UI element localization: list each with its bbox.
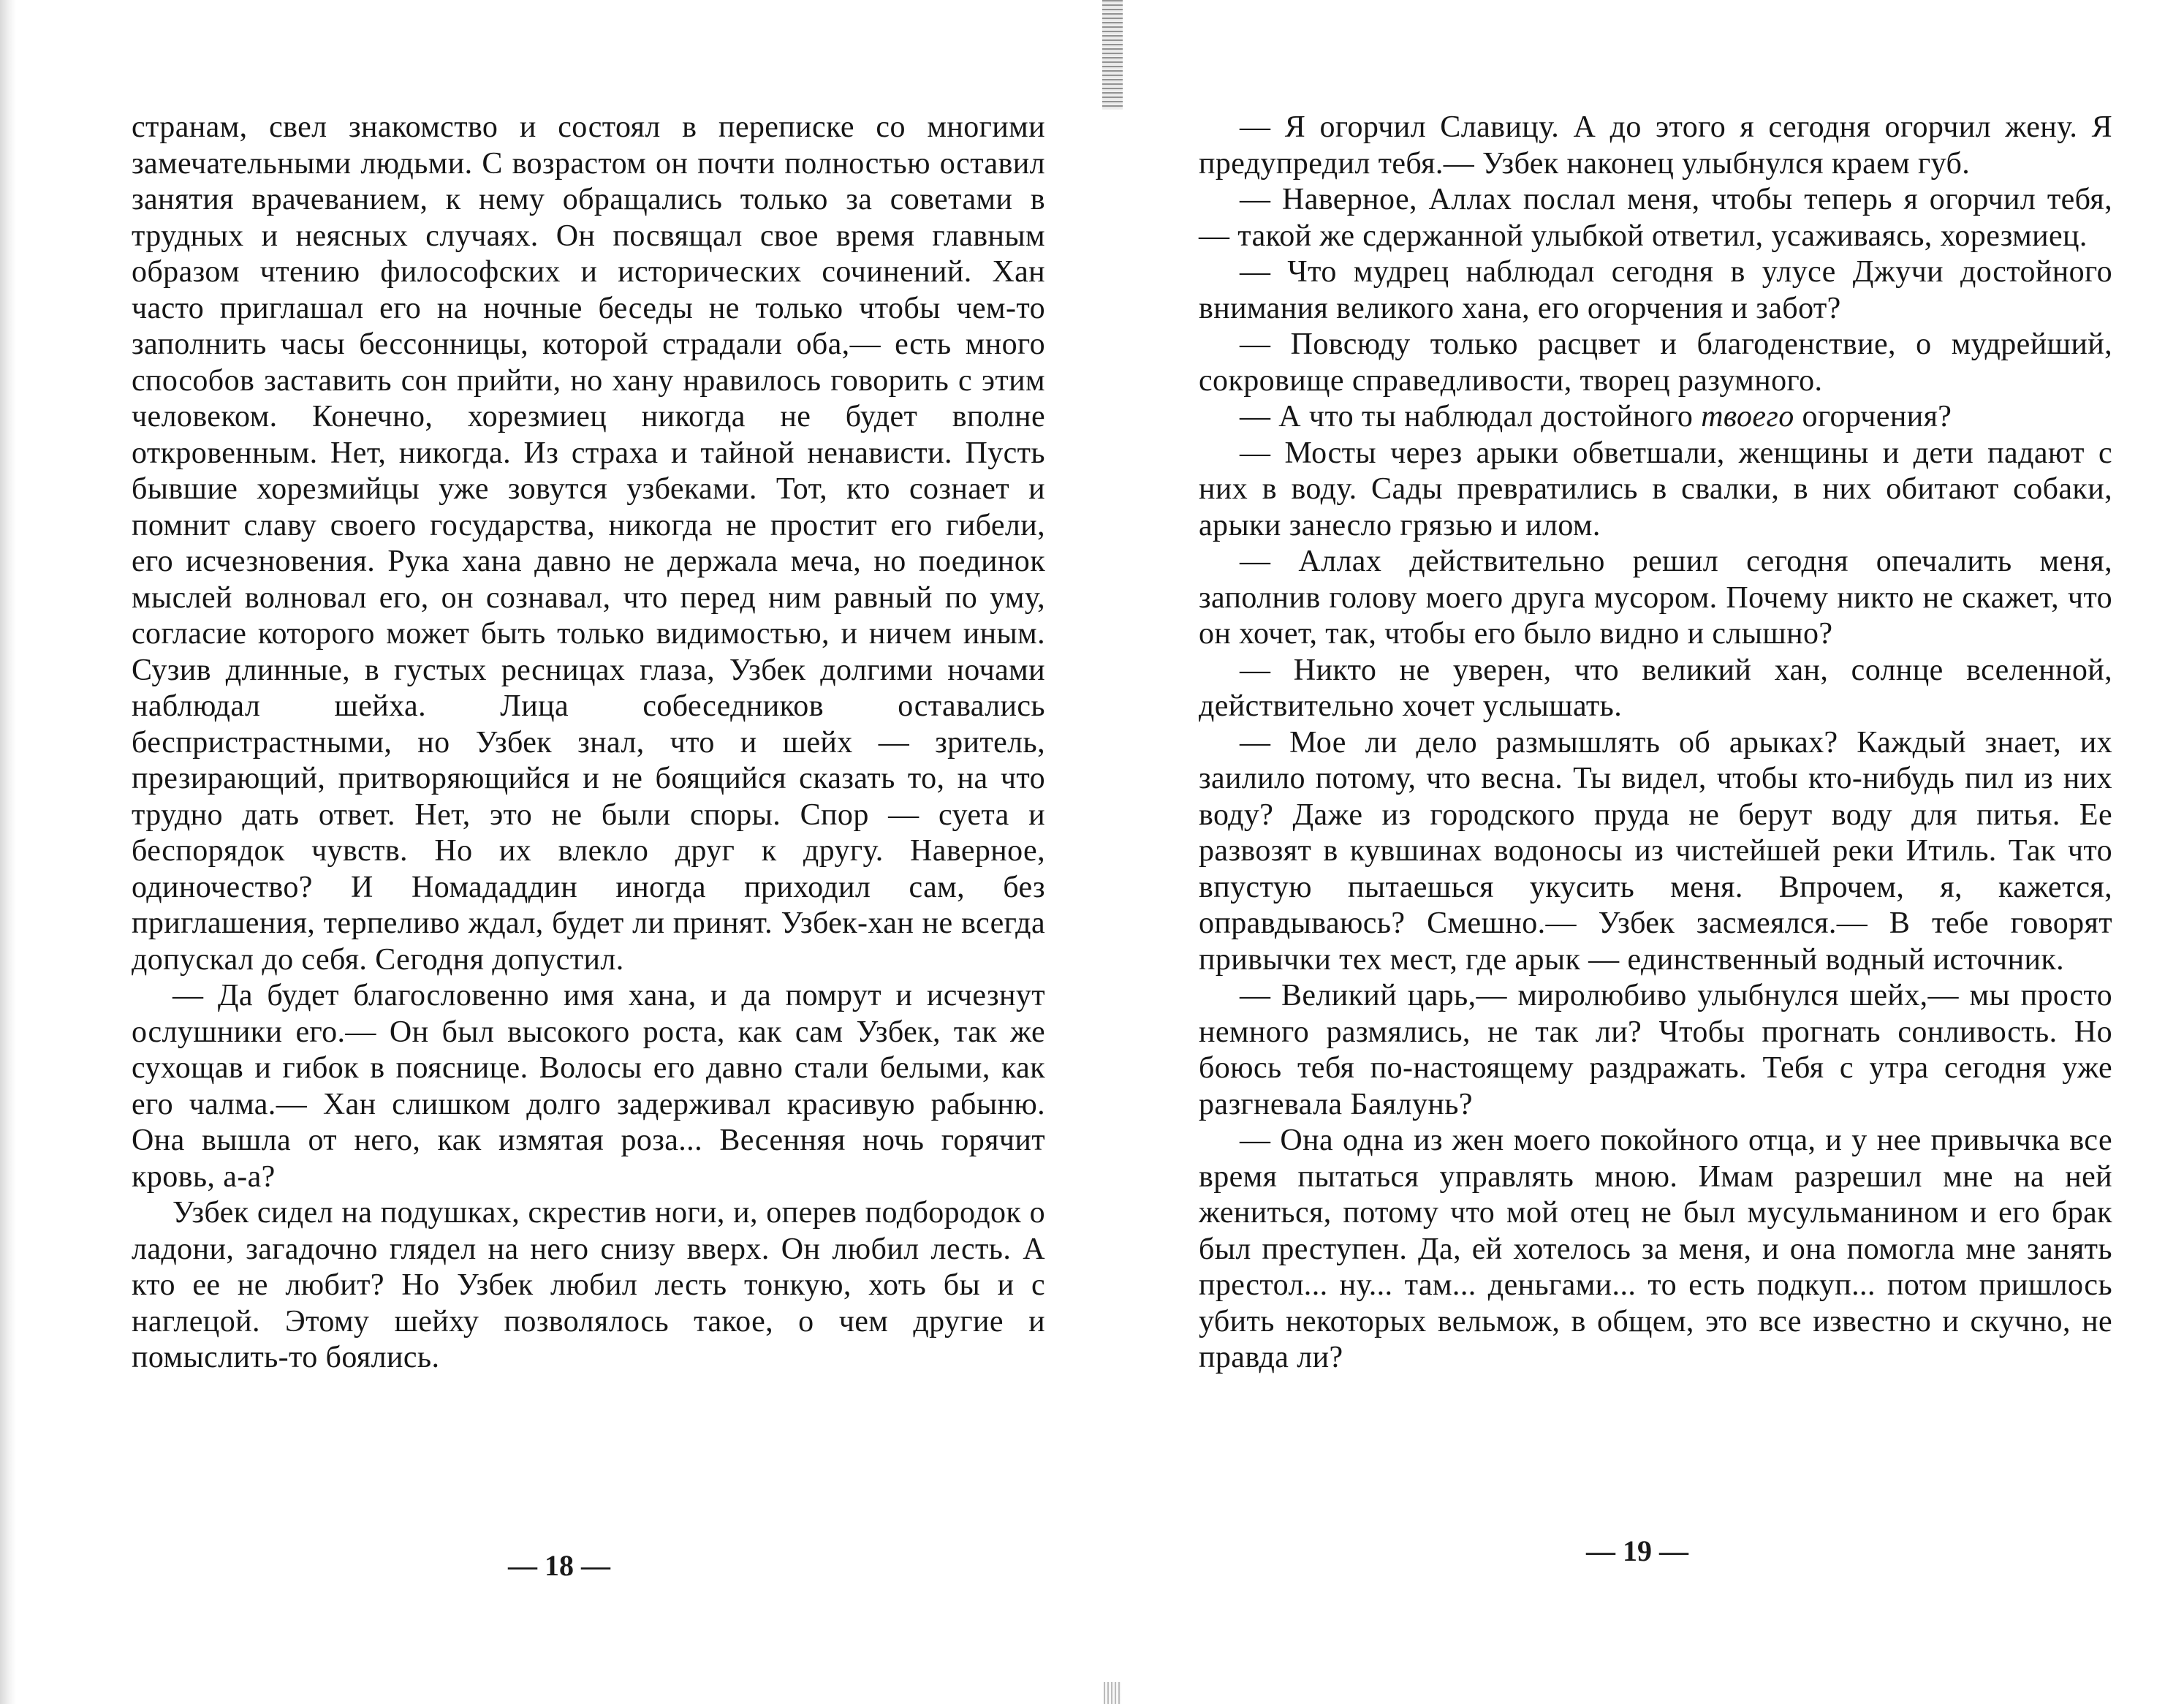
- right-page-text: [1199, 110, 2112, 1377]
- paragraph: Узбек сидел на подушках, скрестив ноги, и, оперев подбородок о ладони, загадочно глядел на него снизу вверх. Он любил лесть. А кто ее не любит? Но Узбек любил лесть тонкую, хоть бы и с наглецой. Этому шейху позволялось такое, о чем другие и помыслить-то боялись.: [132, 1196, 1045, 1374]
- paragraph: — Мое ли дело размышлять об арыках? Каждый знает, их заилило потому, что весна. Ты видел, чтобы кто-нибудь пил из них воду? Даже из городского пруда не берут воду для питья. Ее развозят в кувшинах водоносы из чистейшей реки Итиль. Так что впустую пытаешься укусить меня. Впрочем, я, кажется, оправдываюсь? Смешно.— Узбек засмеялся.— В тебе говорят привычки тех мест, где арык — единственный водный источник.: [1199, 725, 2112, 977]
- paragraph: — Она одна из жен моего покойного отца, и у нее привычка все время пытаться управлять мною. Имам разрешил мне на ней жениться, потому что мой отец не был мусульманином и его брак был преступен. Да, ей хотелось за меня, и она помогла мне занять престол... ну... там... деньгами... то есть подкуп... потом пришлось убить некоторых вельмож, в общем, это все известно и скучно, не правда ли?: [1199, 1124, 2112, 1374]
- right-page-number: — 19 —: [1586, 1534, 1688, 1567]
- scan-artifact: [1104, 1682, 1121, 1704]
- paragraph: — Повсюду только расцвет и благоденствие, о мудрейший, сокровище справедливости, творец разумного.: [1199, 327, 2112, 398]
- scan-artifact: [1102, 0, 1123, 110]
- paragraph: — Великий царь,— миролюбиво улыбнулся шейх,— мы просто немного размялись, не так ли? Чтобы прогнать сонливость. Но боюсь тебя по-настоящему раздражать. Тебя с утра сегодня уже разгневала Баялунь?: [1199, 979, 2112, 1121]
- paragraph: — Да будет благословенно имя хана, и да помрут и исчезнут ослушники его.— Он был высокого роста, как сам Узбек, так же сухощав и гибок в пояснице. Волосы его давно стали белыми, как его чалма.— Хан слишком долго задерживал красивую рабыню. Она вышла от него, как измятая роза... Весенняя ночь горячит кровь, а-а?: [132, 979, 1045, 1194]
- paragraph: — Аллах действительно решил сегодня опечалить меня, заполнив голову моего друга мусором. Почему никто не скажет, что он хочет, так, чтобы его было видно и слышно?: [1199, 545, 2112, 651]
- paragraph: — Наверное, Аллах послал меня, чтобы теперь я огорчил тебя,— такой же сдержанной улыбкой ответил, усаживаясь, хорезмиец.: [1199, 183, 2112, 253]
- paragraph: — Мосты через арыки обветшали, женщины и дети падают с них в воду. Сады превратились в свалки, в них обитают собаки, арыки занесло грязью и илом.: [1199, 436, 2112, 542]
- left-page-number: — 18 —: [508, 1549, 610, 1582]
- paragraph: — Что мудрец наблюдал сегодня в улусе Джучи достойного внимания великого хана, его огорчения и забот?: [1199, 255, 2112, 325]
- paragraph: — Никто не уверен, что великий хан, солнце вселенной, действительно хочет услышать.: [1199, 653, 2112, 723]
- right-page: [1199, 110, 2112, 1377]
- paragraph: — Я огорчил Славицу. А до этого я сегодня огорчил жену. Я предупредил тебя.— Узбек наконец улыбнулся краем губ.: [1199, 110, 2112, 181]
- paragraph: — А что ты наблюдал достойного твоего огорчения?: [1240, 400, 1952, 433]
- paragraph: странам, свел знакомство и состоял в переписке со многими замечательными людьми. С возрастом он почти полностью оставил занятия врачеванием, к нему обращались только за советами в трудных и неясных случаях. Он посвящал свое время главным образом чтению философских и исторических сочинений. Хан часто приглашал его на ночные беседы не только чтобы чем-то заполнить часы бессонницы, которой страдали оба,— есть много способов заставить сон прийти, но хану нравилось говорить с этим человеком. Конечно, хорезмиец никогда не будет вполне откровенным. Нет, никогда. Из страха и тайной ненависти. Пусть бывшие хорезмийцы уже зовутся узбеками. Тот, кто сознает и помнит славу своего государства, никогда не простит его гибели, его исчезновения. Рука хана давно не держала меча, но поединок мыслей волновал его, он сознавал, что перед ним равный по уму, согласие которого может быть только видимостью, и ничем иным. Сузив длинные, в густых ресницах глаза, Узбек долгими ночами наблюдал шейха. Лица собеседников оставались беспристрастными, но Узбек знал, что и шейх — зритель, презирающий, притворяющийся и не боящийся сказать то, на что трудно дать ответ. Нет, это не были споры. Спор — суета и беспорядок чувств. Но их влекло друг к другу. Наверное, одиночество? И Номададдин иногда приходил сам, без приглашения, терпеливо ждал, будет ли принят. Узбек-хан не всегда допускал до себя. Сегодня допустил.: [132, 110, 1045, 977]
- left-page-text: [132, 110, 1045, 1377]
- page-edge-shadow: [0, 0, 16, 1704]
- left-page: [132, 110, 1045, 1377]
- book-gutter: [1096, 0, 1126, 1704]
